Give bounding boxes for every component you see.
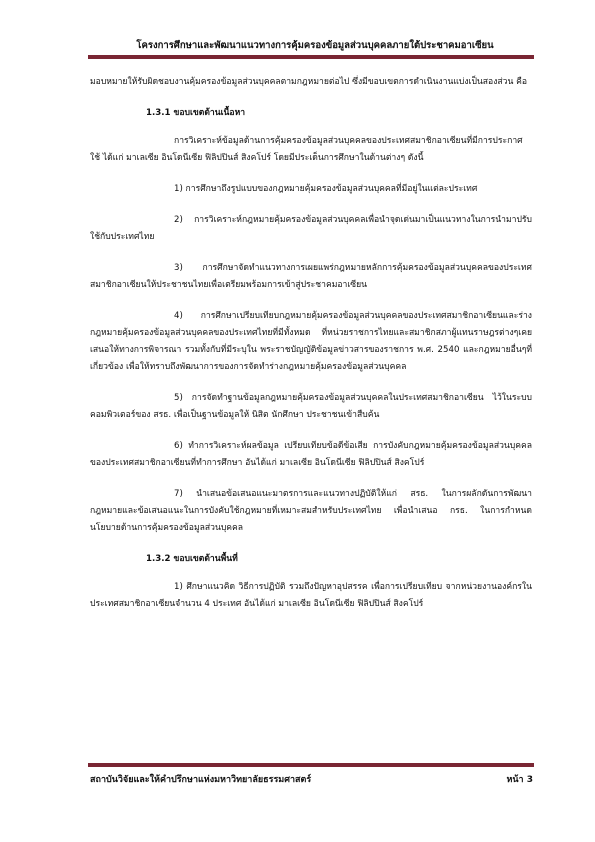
scope-item-3: 3) การศึกษาจัดทำแนวทางการเผยแพร่กฎหมายหลักการคุ้มครองข้อมูลส่วนบุคคลของประเทศสมาชิกอาเซียนให้ประชาชนไทยเพื่อเตรียมพร้อมการเข้าสู่ประชาคมอาเซียน — [90, 263, 532, 290]
footer-rule — [88, 763, 534, 767]
footer-institution: สถาบันวิจัยและให้คำปรึกษาแห่งมหาวิทยาลัยธรรมศาสตร์ — [90, 775, 312, 785]
section1-lead-paragraph: การวิเคราะห์ข้อมูลด้านการคุ้มครองข้อมูลส่วนบุคคลของประเทศสมาชิกอาเซียนที่มีการประกาศใช้ ได้แก่ มาเลเซีย อินโดนีเซีย ฟิลิปปินส์ สิงคโปร์ โดยมีประเด็นการศึกษาในด้านต่างๆ ดังนี้ — [90, 136, 523, 163]
area-scope-item-1: 1) ศึกษาแนวคิด วิธีการปฏิบัติ รวมถึงปัญหาอุปสรรค เพื่อการเปรียบเทียบ จากหน่วยงานองค์กรในประเทศสมาชิกอาเซียนจำนวน 4 ประเทศ อันได้แก่ มาเลเซีย อินโดนีเซีย ฟิลิปปินส์ สิงคโปร์ — [90, 582, 532, 609]
scope-item-2: 2) การวิเคราะห์กฎหมายคุ้มครองข้อมูลส่วนบุคคลเพื่อนำจุดเด่นมาเป็นแนวทางในการนำมาปรับใช้กับประเทศไทย — [90, 215, 532, 242]
scope-item-6: 6) ทำการวิเคราะห์ผลข้อมูล เปรียบเทียบข้อดีข้อเสีย การบังคับกฎหมายคุ้มครองข้อมูลส่วนบุคคลของประเทศสมาชิกอาเซียนที่ทำการศึกษา อันได้แก่ มาเลเซีย อินโดนีเซีย ฟิลิปปินส์ สิงคโปร์ — [90, 441, 532, 468]
page-number: หน้า 3 — [506, 775, 533, 785]
section-heading-content-scope: 1.3.1 ขอบเขตด้านเนื้อหา — [146, 108, 246, 118]
scope-item-1: 1) การศึกษาถึงรูปแบบของกฎหมายคุ้มครองข้อมูลส่วนบุคคลที่มีอยู่ในแต่ละประเทศ — [174, 184, 478, 194]
intro-paragraph: มอบหมายให้รับผิดชอบงานคุ้มครองข้อมูลส่วนบุคคลตามกฎหมายต่อไป ซึ่งมีขอบเขตการดำเนินงานแบ่งเป็นสองส่วน คือ — [90, 77, 527, 87]
document-body — [90, 74, 532, 627]
page-header-title: โครงการศึกษาและพัฒนาแนวทางการคุ้มครองข้อมูลส่วนบุคคลภายใต้ประชาคมอาเซียน — [136, 40, 494, 51]
scope-item-4: 4) การศึกษาเปรียบเทียบกฎหมายคุ้มครองข้อมูลส่วนบุคคลของประเทศสมาชิกอาเซียนและร่างกฎหมายคุ้มครองข้อมูลส่วนบุคคลของประเทศไทยที่มีทั้งหมด ที่หน่วยราชการไทยและสมาชิกสภาผู้แทนราษฎรต่างๆเคยเสนอให้ทางการพิจารณา รวมทั้งกับที่มีระบุใน พระราชบัญญัติข้อมูลข่าวสารของราชการ พ.ศ. 2540 และกฎหมายอื่นๆที่เกี่ยวข้อง เพื่อให้ทราบถึงพัฒนาการของการจัดทำร่างกฎหมายคุ้มครองข้อมูลส่วนบุคคล — [90, 311, 532, 372]
section-heading-area-scope: 1.3.2 ขอบเขตด้านพื้นที่ — [146, 554, 238, 564]
scope-item-5: 5) การจัดทำฐานข้อมูลกฎหมายคุ้มครองข้อมูลส่วนบุคคลในประเทศสมาชิกอาเซียน ไว้ในระบบคอมพิวเตอร์ของ สรธ. เพื่อเป็นฐานข้อมูลให้ นิสิต นักศึกษา ประชาชนเข้าสืบค้น — [90, 393, 532, 420]
scope-item-7: 7) นำเสนอข้อเสนอแนะมาตรการและแนวทางปฏิบัติให้แก่ สรธ. ในการผลักดันการพัฒนากฎหมายและข้อเสนอแนะในการบังคับใช้กฎหมายที่เหมาะสมสำหรับประเทศไทย เพื่อนำเสนอ กรธ. ในการกำหนดนโยบายด้านการคุ้มครองข้อมูลส่วนบุคคล — [90, 489, 532, 533]
header-rule — [88, 55, 534, 59]
